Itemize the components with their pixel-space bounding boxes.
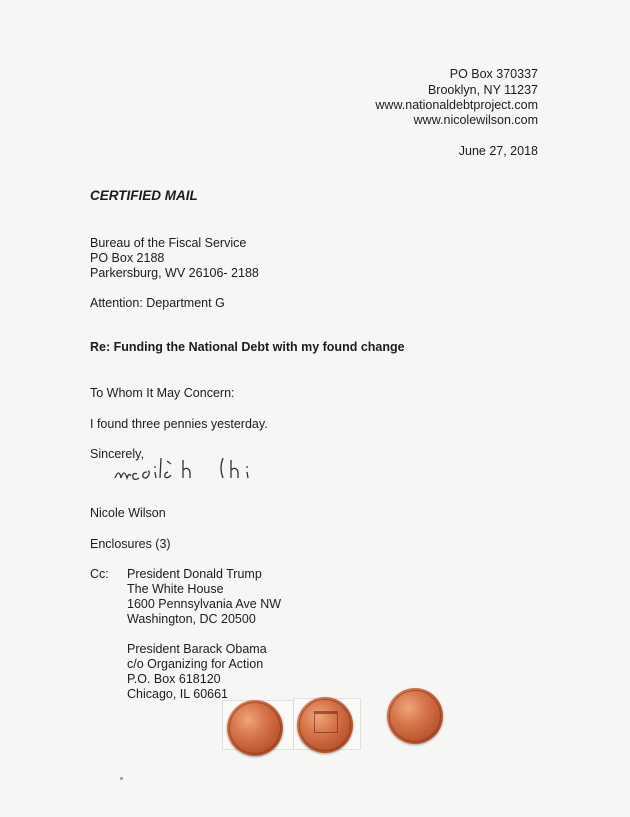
handwritten-signature <box>113 452 273 488</box>
closing: Sincerely, <box>90 447 144 461</box>
cc-recipient1-line2: The White House <box>127 582 224 596</box>
paper-speck <box>120 777 123 780</box>
cc-recipient1-line1: President Donald Trump <box>127 567 262 581</box>
cc-recipient2-line1: President Barack Obama <box>127 642 267 656</box>
recipient-line3: Parkersburg, WV 26106- 2188 <box>90 266 259 280</box>
cc-recipient2-line2: c/o Organizing for Action <box>127 657 264 671</box>
cc-recipient1-line3: 1600 Pennsylvania Ave NW <box>127 597 282 611</box>
letter-date: June 27, 2018 <box>458 144 538 158</box>
recipient-line2: PO Box 2188 <box>90 251 165 265</box>
recipient-attention: Attention: Department G <box>90 296 225 310</box>
penny-coin <box>297 697 353 753</box>
cc-label: Cc: <box>90 567 109 581</box>
enclosures: Enclosures (3) <box>90 537 171 551</box>
salutation: To Whom It May Concern: <box>90 386 235 400</box>
subject-line: Re: Funding the National Debt with my found change <box>90 340 405 354</box>
sender-website-2: www.nicolewilson.com <box>413 113 538 127</box>
certified-mail-heading: CERTIFIED MAIL <box>90 188 198 203</box>
cc-recipient1-line4: Washington, DC 20500 <box>127 612 256 626</box>
cc-recipient2-line4: Chicago, IL 60661 <box>127 687 229 701</box>
cc-recipient2-line3: P.O. Box 618120 <box>127 672 221 686</box>
penny-coin <box>227 700 283 756</box>
recipient-line1: Bureau of the Fiscal Service <box>90 236 247 250</box>
body-text: I found three pennies yesterday. <box>90 417 268 431</box>
sender-address-line2: Brooklyn, NY 11237 <box>427 83 538 97</box>
sender-website-1: www.nationaldebtproject.com <box>375 98 538 112</box>
sender-address-line1: PO Box 370337 <box>449 67 538 81</box>
penny-coin <box>387 688 443 744</box>
signer-name: Nicole Wilson <box>90 506 166 520</box>
